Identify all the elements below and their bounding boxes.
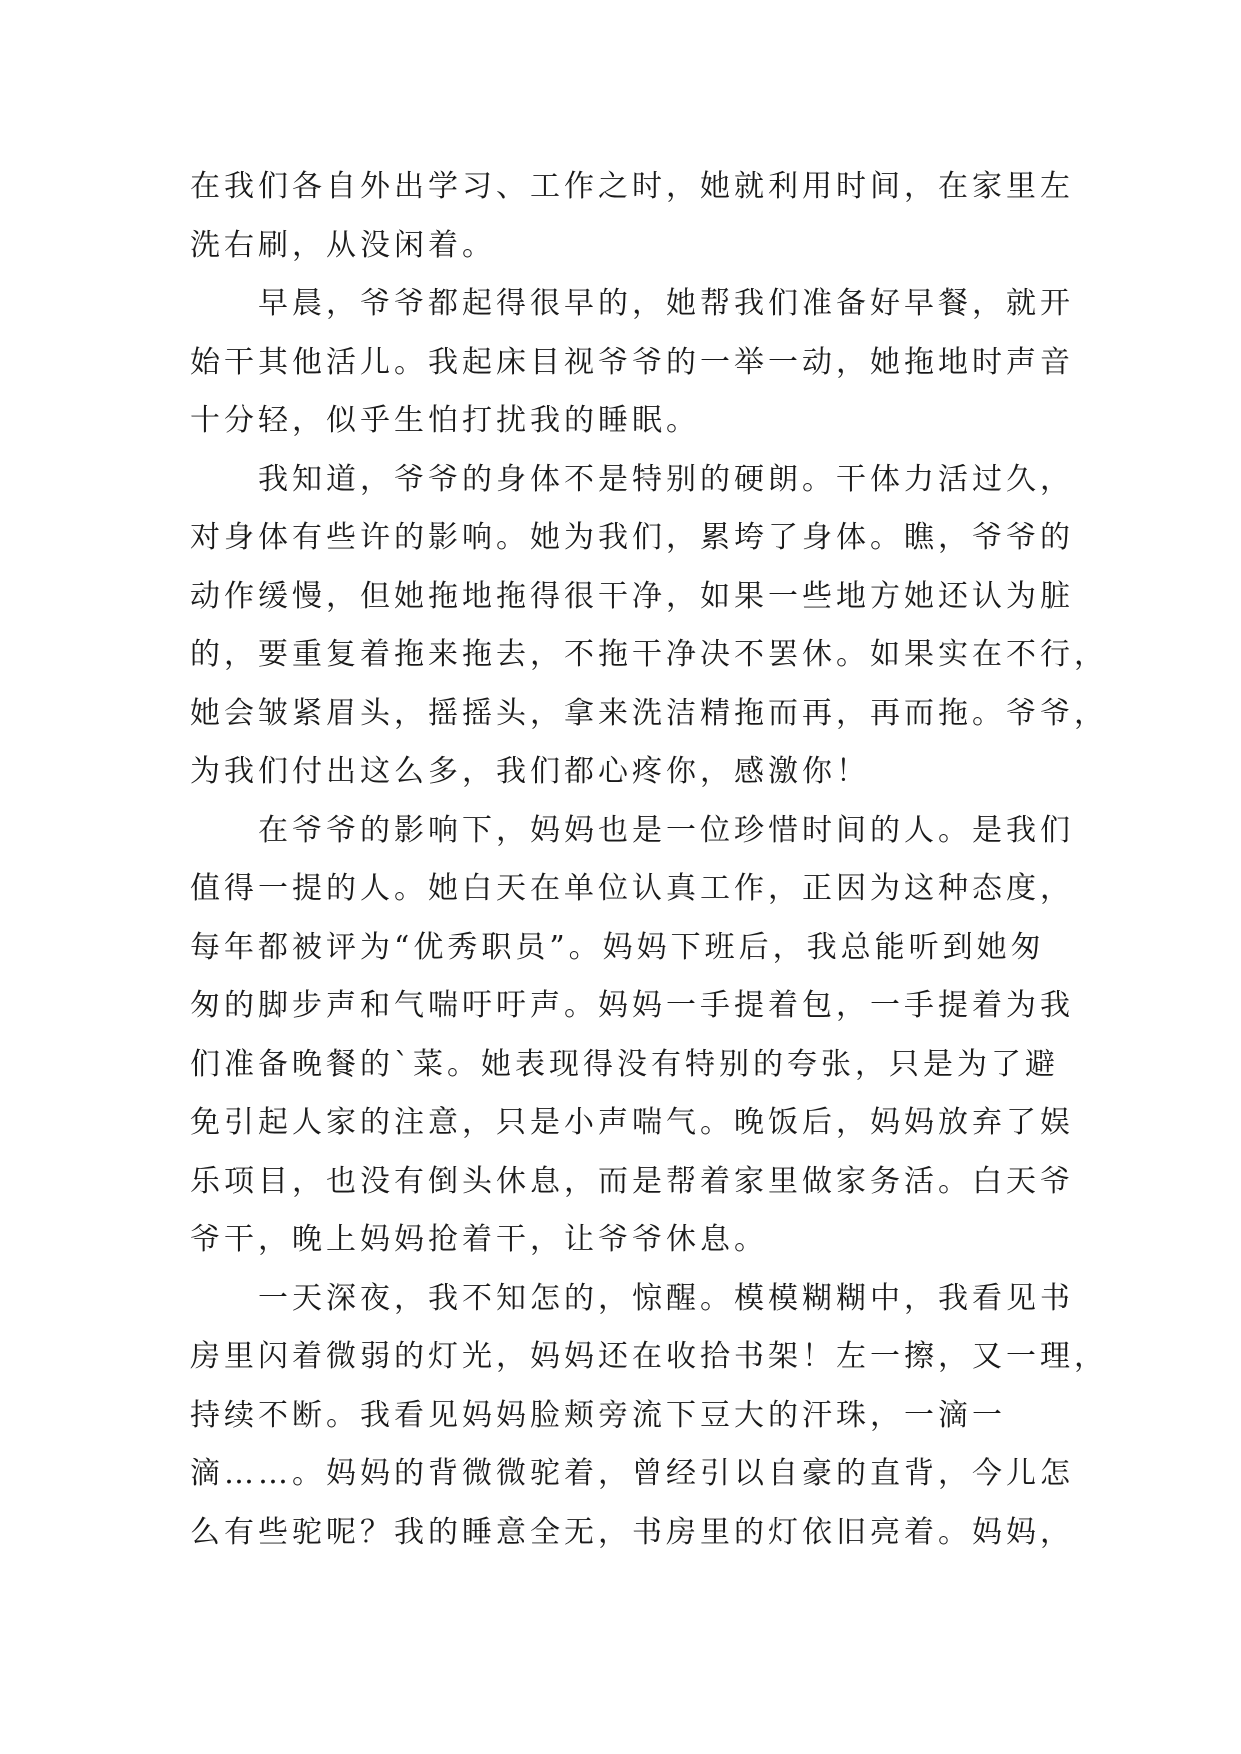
text-line: 对身体有些许的影响。她为我们，累垮了身体。瞧，爷爷的: [190, 520, 1074, 555]
text-line: 洗右刷，从没闲着。: [190, 227, 496, 263]
text-line: 为我们付出这么多，我们都心疼你，感激你！: [190, 754, 870, 789]
text-line: 动作缓慢，但她拖地拖得很干净，如果一些地方她还认为脏: [190, 578, 1074, 614]
text-line: 乐项目，也没有倒头休息，而是帮着家里做家务活。白天爷: [190, 1163, 1074, 1199]
text-line: 每年都被评为“优秀职员”。妈妈下班后，我总能听到她匆: [190, 929, 1045, 965]
text-line: 匆的脚步声和气喘吁吁声。妈妈一手提着包，一手提着为我: [190, 988, 1074, 1023]
text-line: 在爷爷的影响下，妈妈也是一位珍惜时间的人。是我们: [190, 812, 1074, 848]
text-line: 她会皱紧眉头，摇摇头，拿来洗洁精拖而再，再而拖。爷爷，: [190, 695, 1108, 731]
text-line: 我知道，爷爷的身体不是特别的硬朗。干体力活过久，: [190, 461, 1074, 497]
document-body: [190, 158, 1108, 1562]
text-line: 早晨，爷爷都起得很早的，她帮我们准备好早餐，就开: [190, 286, 1074, 321]
text-line: 一天深夜，我不知怎的，惊醒。模模糊糊中，我看见书: [190, 1280, 1074, 1316]
text-line: 始干其他活儿。我起床目视爷爷的一举一动，她拖地时声音: [190, 344, 1074, 380]
text-line: 十分轻，似乎生怕打扰我的睡眠。: [190, 403, 700, 438]
text-line: 在我们各自外出学习、工作之时，她就利用时间，在家里左: [190, 169, 1074, 204]
text-line: 持续不断。我看见妈妈脸颊旁流下豆大的汗珠，一滴一: [190, 1397, 1006, 1433]
text-line: 免引起人家的注意，只是小声喘气。晚饭后，妈妈放弃了娱: [190, 1105, 1074, 1140]
text-line: 么有些驼呢？我的睡意全无，书房里的灯依旧亮着。妈妈，: [190, 1514, 1074, 1550]
text-line: 的，要重复着拖来拖去，不拖干净决不罢休。如果实在不行，: [190, 637, 1108, 672]
text-line: 们准备晚餐的`菜。她表现得没有特别的夸张，只是为了避: [190, 1046, 1059, 1082]
text-line: 房里闪着微弱的灯光，妈妈还在收拾书架！左一擦，又一理，: [190, 1339, 1108, 1374]
text-line: 值得一提的人。她白天在单位认真工作，正因为这种态度，: [190, 871, 1074, 906]
text-line: 爷干，晚上妈妈抢着干，让爷爷休息。: [190, 1222, 768, 1257]
text-line: 滴……。妈妈的背微微驼着，曾经引以自豪的直背，今儿怎: [190, 1456, 1074, 1491]
